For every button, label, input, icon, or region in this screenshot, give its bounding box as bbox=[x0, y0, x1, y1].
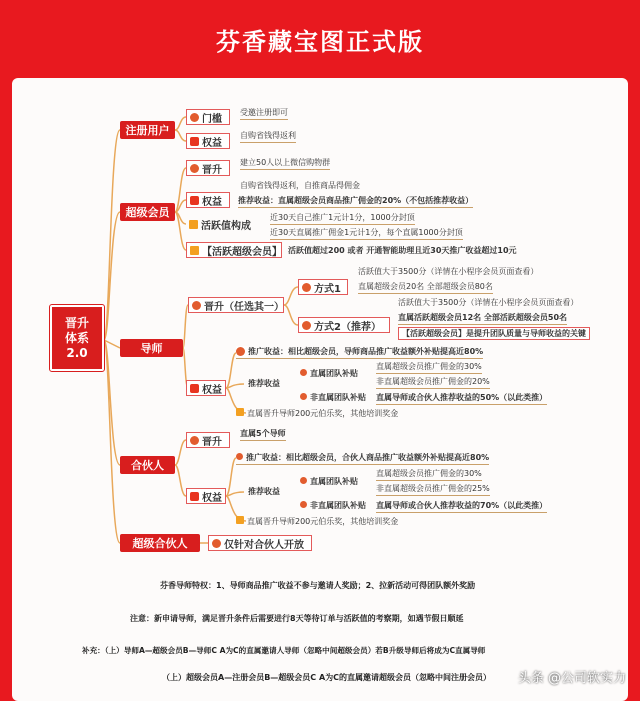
mentor-way2: 方式2（推荐） bbox=[298, 317, 390, 333]
register-threshold-text: 受邀注册即可 bbox=[240, 107, 288, 120]
mentor-direct-team-text1: 直属超级会员推广佣金的30% bbox=[376, 361, 482, 374]
register-threshold: 门槛 bbox=[186, 109, 230, 125]
node-register: 注册用户 bbox=[120, 121, 175, 139]
mentor-rec-income: 推荐收益 bbox=[248, 379, 280, 388]
super-member-rights-text2: 推荐收益：直属超级会员商品推广佣金的20%（不包括推荐收益） bbox=[238, 195, 473, 208]
super-partner-only: 仅针对合伙人开放 bbox=[208, 535, 312, 551]
register-rights-text: 自购省钱得返利 bbox=[240, 130, 296, 143]
mentor-promo-income: 推广收益：相比超级会员，导师商品推广收益额外补贴提高近80% bbox=[236, 346, 483, 359]
user-icon bbox=[300, 393, 307, 400]
user-icon bbox=[300, 369, 307, 376]
gift-icon bbox=[190, 492, 199, 501]
super-member-active-member: 【活跃超级会员】 bbox=[186, 242, 282, 258]
user-icon bbox=[300, 477, 307, 484]
user-icon bbox=[190, 113, 199, 122]
footer-line2: 注意：新申请导师，满足晋升条件后需要进行8天等待订单与活跃值的考察期，如遇节假日顺延 bbox=[130, 614, 464, 623]
node-super-member: 超级会员 bbox=[120, 203, 175, 221]
footer-line4: （上）超级会员A—注册会员B—超级会员C A为C的直属邀请超级会员（忽略中间注册会员） bbox=[162, 673, 492, 682]
node-partner: 合伙人 bbox=[120, 456, 175, 474]
footer-line1: 芬香导师特权：1、导师商品推广收益不参与邀请人奖励；2、拉新活动可得团队额外奖励 bbox=[160, 581, 476, 590]
super-member-active: 活跃值构成 bbox=[186, 216, 256, 232]
super-member-active-member-text: 活跃值超过200 或者 开通智能助理且近30天推广收益超过10元 bbox=[288, 246, 517, 255]
mentor-non-direct-text: 直属导师或合伙人推荐收益的50%（以此类推） bbox=[376, 392, 547, 405]
partner-promote: 晋升 bbox=[186, 432, 230, 448]
flag-icon bbox=[190, 246, 199, 255]
gift-icon bbox=[190, 137, 199, 146]
user-icon bbox=[302, 283, 311, 292]
trophy-icon bbox=[236, 516, 244, 524]
mentor-way2-text2: 直属活跃超级会员12名 全部活跃超级会员50名 bbox=[398, 312, 567, 325]
super-member-active-text2: 近30天直属推广佣金1元计1分，每个直属1000分封顶 bbox=[270, 227, 463, 240]
user-icon bbox=[192, 301, 201, 310]
node-super-partner: 超级合伙人 bbox=[120, 534, 200, 552]
mentor-way1-text2: 直属超级会员20名 全部超级会员80名 bbox=[358, 281, 493, 294]
super-member-rights-text1: 自购省钱得返利，自推商品得佣金 bbox=[240, 181, 360, 190]
gift-icon bbox=[190, 196, 199, 205]
mentor-way1: 方式1 bbox=[298, 279, 348, 295]
user-icon bbox=[302, 321, 311, 330]
super-member-rights: 权益 bbox=[186, 192, 230, 208]
partner-promo-income: 推广收益：相比超级会员，合伙人商品推广收益额外补贴提高近80% bbox=[236, 452, 489, 465]
node-mentor: 导师 bbox=[120, 339, 183, 357]
mentor-direct-team: 直属团队补贴 bbox=[300, 368, 358, 379]
partner-non-direct-text: 直属导师或合伙人推荐收益的70%（以此类推） bbox=[376, 500, 547, 513]
user-icon bbox=[236, 347, 245, 356]
watermark: 头条 @公司软实力 bbox=[517, 671, 626, 686]
user-icon bbox=[190, 436, 199, 445]
partner-rec-income: 推荐收益 bbox=[248, 487, 280, 496]
partner-rights: 权益 bbox=[186, 488, 226, 504]
footer-line3: 补充：（上）导师A—超级会员B—导师C A为C的直属邀请人导师（忽略中间超级会员）若B升级导师后将成为C直属导师 bbox=[82, 646, 486, 655]
partner-direct-team-text2: 非直属超级会员推广佣金的25% bbox=[376, 483, 490, 496]
register-rights: 权益 bbox=[186, 133, 230, 149]
trophy-icon bbox=[236, 408, 244, 416]
partner-non-direct: 非直属团队补贴 bbox=[300, 500, 366, 511]
partner-direct-team: 直属团队补贴 bbox=[300, 476, 358, 487]
mentor-rights: 权益 bbox=[186, 380, 226, 396]
super-member-promote-text: 建立50人以上微信购物群 bbox=[240, 157, 330, 170]
user-icon bbox=[190, 164, 199, 173]
partner-promote-text: 直属5个导师 bbox=[240, 428, 286, 441]
mentor-way2-text1: 活跃值大于3500分（详情在小程序会员页面查看） bbox=[398, 298, 579, 307]
mentor-reward: 直属晋升导师200元伯乐奖，其他培训奖金 bbox=[236, 408, 398, 419]
user-icon bbox=[212, 539, 221, 548]
mentor-way2-text3: 【活跃超级会员】是提升团队质量与导师收益的关键 bbox=[398, 327, 590, 340]
partner-reward: 直属晋升导师200元伯乐奖，其他培训奖金 bbox=[236, 516, 398, 527]
mentor-direct-team-text2: 非直属超级会员推广佣金的20% bbox=[376, 376, 490, 389]
mentor-way1-text1: 活跃值大于3500分（详情在小程序会员页面查看） bbox=[358, 267, 539, 276]
super-member-promote: 晋升 bbox=[186, 160, 230, 176]
root-node: 晋升 体系 2.0 bbox=[50, 305, 104, 371]
lightbulb-icon bbox=[189, 220, 198, 229]
super-member-active-text1: 近30天自己推广1元计1分，1000分封顶 bbox=[270, 212, 415, 225]
page-title: 芬香藏宝图正式版 bbox=[216, 28, 424, 56]
partner-direct-team-text1: 直属超级会员推广佣金的30% bbox=[376, 468, 482, 481]
user-icon bbox=[236, 453, 243, 460]
user-icon bbox=[300, 501, 307, 508]
mentor-promote: 晋升（任选其一） bbox=[188, 297, 284, 313]
mentor-non-direct: 非直属团队补贴 bbox=[300, 392, 366, 403]
gift-icon bbox=[190, 384, 199, 393]
